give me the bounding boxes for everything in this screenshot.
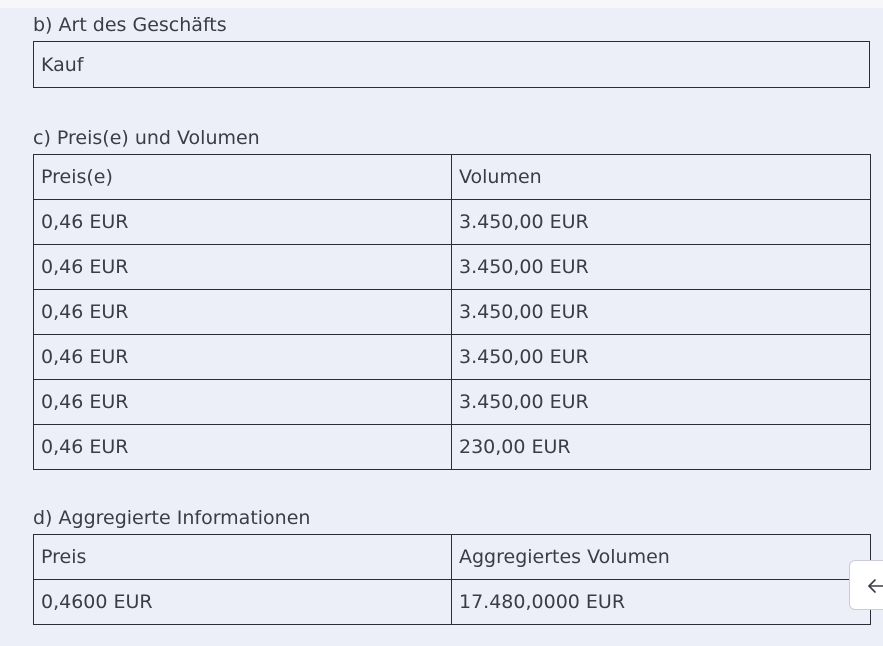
price-cell: 0,46 EUR (34, 380, 452, 425)
header-aggregated-volume: Aggregiertes Volumen (452, 535, 871, 580)
table-row (34, 290, 871, 335)
header-price: Preis (34, 535, 452, 580)
arrow-left-icon (866, 577, 883, 595)
table-header-row (34, 535, 871, 580)
transaction-type-box (33, 41, 870, 88)
price-cell: 0,46 EUR (34, 425, 452, 470)
header-volume: Volumen (452, 155, 871, 200)
price-cell: 0,46 EUR (34, 290, 452, 335)
aggregated-price-cell: 0,4600 EUR (34, 580, 452, 625)
volume-cell: 3.450,00 EUR (452, 290, 871, 335)
volume-cell: 3.450,00 EUR (452, 200, 871, 245)
table-header-row (34, 155, 871, 200)
aggregated-volume-cell: 17.480,0000 EUR (452, 580, 871, 625)
volume-cell: 3.450,00 EUR (452, 245, 871, 290)
volume-cell: 3.450,00 EUR (452, 380, 871, 425)
aggregated-info-table (33, 534, 871, 625)
price-volume-table (33, 154, 871, 470)
volume-cell: 3.450,00 EUR (452, 335, 871, 380)
table-row (34, 380, 871, 425)
volume-cell: 230,00 EUR (452, 425, 871, 470)
price-cell: 0,46 EUR (34, 245, 452, 290)
header-price: Preis(e) (34, 155, 452, 200)
table-row (34, 245, 871, 290)
transaction-type-value: Kauf (41, 53, 84, 76)
price-cell: 0,46 EUR (34, 200, 452, 245)
table-row (34, 335, 871, 380)
table-row (34, 200, 871, 245)
top-bar (0, 0, 883, 8)
table-row (34, 425, 871, 470)
table-row (34, 580, 871, 625)
section-c-label: c) Preis(e) und Volumen (33, 127, 260, 149)
section-b-label: b) Art des Geschäfts (33, 14, 227, 36)
price-cell: 0,46 EUR (34, 335, 452, 380)
side-navigation-button[interactable] (849, 560, 883, 610)
notification-content (33, 8, 870, 625)
section-d-label: d) Aggregierte Informationen (33, 507, 311, 529)
